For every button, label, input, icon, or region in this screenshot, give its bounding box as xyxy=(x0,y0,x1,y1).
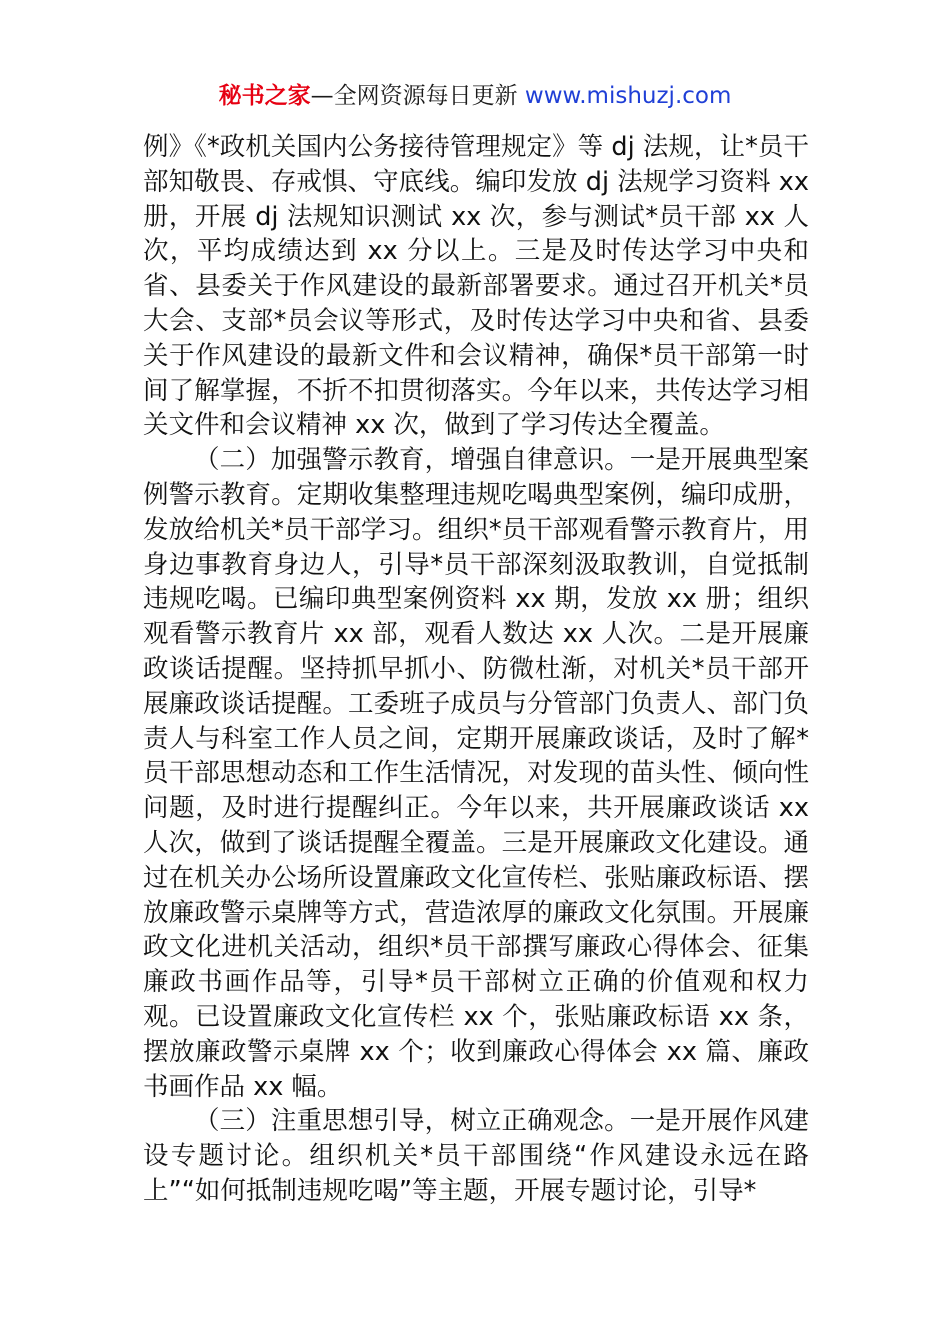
paragraph-section-3: （三）注重思想引导，树立正确观念。一是开展作风建设专题讨论。组织机关*员干部围绕“作风建设永远在路上”“如何抵制违规吃喝”等主题，开展专题讨论，引导* xyxy=(143,1106,809,1206)
site-header xyxy=(0,80,950,112)
paragraph-section-2: （二）加强警示教育，增强自律意识。一是开展典型案例警示教育。定期收集整理违规吃喝典型案例，编印成册，发放给机关*员干部学习。组织*员干部观看警示教育片，用身边事教育身边人，引导*员干部深刻汲取教训，自觉抵制违规吃喝。已编印典型案例资料 xx 期，发放 xx 册；组织观看警示教育片 xx 部，观看人数达 xx 人次。二是开展廉政谈话提醒。坚持抓早抓小、防微杜渐，对机关*员干部开展廉政谈话提醒。工委班子成员与分管部门负责人、部门负责人与科室工作人员之间，定期开展廉政谈话，及时了解*员干部思想动态和工作生活情况，对发现的苗头性、倾向性问题，及时进行提醒纠正。今年以来，共开展廉政谈话 xx 人次，做到了谈话提醒全覆盖。三是开展廉政文化建设。通过在机关办公场所设置廉政文化宣传栏、张贴廉政标语、摆放廉政警示桌牌等方式，营造浓厚的廉政文化氛围。开展廉政文化进机关活动，组织*员干部撰写廉政心得体会、征集廉政书画作品等，引导*员干部树立正确的价值观和权力观。已设置廉政文化宣传栏 xx 个，张贴廉政标语 xx 条，摆放廉政警示桌牌 xx 个；收到廉政心得体会 xx 篇、廉政书画作品 xx 幅。 xyxy=(143,445,809,1102)
site-url-link[interactable]: www.mishuzj.com xyxy=(524,83,732,109)
paragraph-continued: 例》《*政机关国内公务接待管理规定》等 dj 法规，让*员干部知敬畏、存戒惧、守底线。编印发放 dj 法规学习资料 xx 册，开展 dj 法规知识测试 xx 次，参与测试*员干部 xx 人次，平均成绩达到 xx 分以上。三是及时传达学习中央和省、县委关于作风建设的最新部署要求。通过召开机关*员大会、支部*员会议等形式，及时传达学习中央和省、县委关于作风建设的最新文件和会议精神，确保*员干部第一时间了解掌握，不折不扣贯彻落实。今年以来，共传达学习相关文件和会议精神 xx 次，做到了学习传达全覆盖。 xyxy=(143,132,809,441)
header-tagline: —全网资源每日更新 xyxy=(310,83,525,109)
document-body xyxy=(143,130,809,1209)
brand-name: 秘书之家 xyxy=(218,83,311,109)
